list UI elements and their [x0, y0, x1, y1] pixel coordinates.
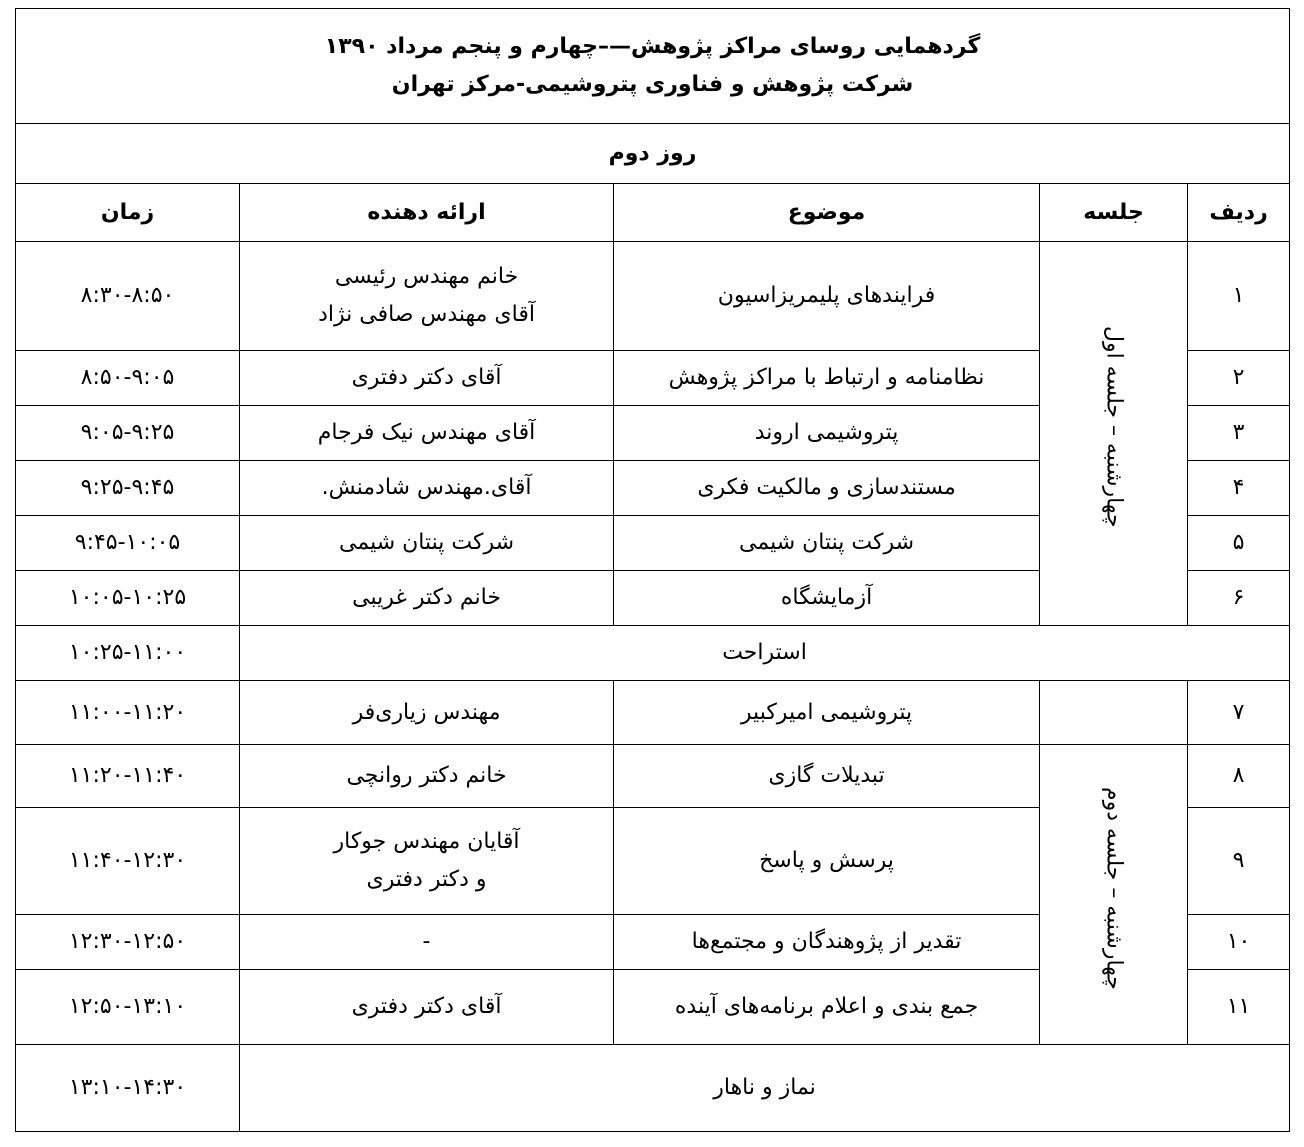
time-cell: [16, 242, 240, 351]
presenter-line: خانم مهندس رئیسی: [334, 264, 519, 289]
time-cell: [16, 461, 240, 516]
time-cell: [16, 406, 240, 461]
topic-cell: تبدیلات گازی: [614, 745, 1040, 808]
presenter-cell: خانم دکتر غریبی: [240, 571, 614, 626]
schedule-table: [15, 8, 1290, 1132]
time-cell: [16, 351, 240, 406]
row-number: ۳: [1188, 406, 1290, 461]
header-presenter: ارائه دهنده: [240, 184, 614, 242]
time-value: ۱۲:۳۰-۱۲:۵۰: [68, 929, 187, 954]
topic-cell: جمع بندی و اعلام برنامه‌های آینده: [614, 970, 1040, 1045]
title-cell: [16, 9, 1290, 124]
time-value: ۱۱:۰۰-۱۱:۲۰: [68, 699, 187, 725]
session-first-label: چهارشنبه – جلسه اول: [1101, 326, 1127, 528]
header-topic: موضوع: [614, 184, 1040, 242]
title-line-1: گردهمایی روسای مراکز پژوهش—–چهارم و پنجم مرداد ۱۳۹۰: [324, 34, 981, 59]
time-value: ۹:۰۵-۹:۲۵: [80, 420, 175, 445]
break-row: [16, 626, 1290, 681]
time-cell: [16, 915, 240, 970]
time-cell: [16, 745, 240, 808]
break-label: نماز و ناهار: [240, 1045, 1290, 1132]
time-cell: [16, 808, 240, 915]
header-session: جلسه: [1040, 184, 1188, 242]
presenter-cell: مهندس زیاری‌فر: [240, 681, 614, 745]
day-row: [16, 124, 1290, 184]
break-row: [16, 1045, 1290, 1132]
time-value: ۱۰:۰۵-۱۰:۲۵: [68, 585, 187, 610]
row-number: ۲: [1188, 351, 1290, 406]
time-cell: [16, 571, 240, 626]
topic-cell: پتروشیمی اروند: [614, 406, 1040, 461]
row-number: ۷: [1188, 681, 1290, 745]
presenter-cell: آقای دکتر دفتری: [240, 351, 614, 406]
presenter-line: آقای مهندس صافی نژاد: [318, 302, 535, 327]
title-line-2: شرکت پژوهش و فناوری پتروشیمی-مرکز تهران: [391, 72, 914, 97]
table-row: [16, 242, 1290, 351]
session-second-label: چهارشنبه – جلسه دوم: [1101, 786, 1127, 990]
row-number: ۱: [1188, 242, 1290, 351]
header-time: زمان: [16, 184, 240, 242]
row-number: ۱۰: [1188, 915, 1290, 970]
time-cell: [16, 970, 240, 1045]
presenter-cell: [240, 242, 614, 351]
day-label: روز دوم: [16, 124, 1290, 184]
presenter-cell: [240, 808, 614, 915]
time-value: ۱۳:۱۰-۱۴:۳۰: [68, 1075, 187, 1100]
time-value: ۱۱:۴۰-۱۲:۳۰: [68, 848, 187, 873]
time-value: ۸:۳۰-۸:۵۰: [80, 283, 175, 308]
time-cell: [16, 516, 240, 571]
time-value: ۱۱:۲۰-۱۱:۴۰: [68, 763, 187, 788]
title-row: [16, 9, 1290, 124]
presenter-line: آقایان مهندس جوکار: [333, 829, 520, 854]
time-cell: [16, 626, 240, 681]
topic-cell: تقدیر از پژوهندگان و مجتمع‌ها: [614, 915, 1040, 970]
time-value: ۸:۵۰-۹:۰۵: [80, 365, 175, 390]
row-number: ۱۱: [1188, 970, 1290, 1045]
session-empty-cell: [1040, 681, 1188, 745]
presenter-cell: شرکت پنتان شیمی: [240, 516, 614, 571]
table-row: [16, 681, 1290, 745]
topic-cell: فرایندهای پلیمریزاسیون: [614, 242, 1040, 351]
time-value: ۹:۲۵-۹:۴۵: [80, 475, 175, 500]
presenter-cell: -: [240, 915, 614, 970]
topic-cell: شرکت پنتان شیمی: [614, 516, 1040, 571]
header-row: [16, 184, 1290, 242]
presenter-line: و دکتر دفتری: [366, 867, 487, 892]
time-value: ۱۰:۲۵-۱۱:۰۰: [68, 640, 187, 665]
presenter-cell: خانم دکتر روانچی: [240, 745, 614, 808]
break-label: استراحت: [240, 626, 1290, 681]
presenter-cell: آقای دکتر دفتری: [240, 970, 614, 1045]
topic-cell: پتروشیمی امیرکبیر: [614, 681, 1040, 745]
presenter-cell: آقای.مهندس شادمنش.: [240, 461, 614, 516]
time-cell: [16, 1045, 240, 1132]
row-number: ۴: [1188, 461, 1290, 516]
presenter-cell: آقای مهندس نیک فرجام: [240, 406, 614, 461]
row-number: ۶: [1188, 571, 1290, 626]
topic-cell: آزمایشگاه: [614, 571, 1040, 626]
session-second-cell: [1040, 745, 1188, 1045]
row-number: ۵: [1188, 516, 1290, 571]
time-cell: [16, 681, 240, 745]
topic-cell: پرسش و پاسخ: [614, 808, 1040, 915]
topic-cell: نظامنامه و ارتباط با مراکز پژوهش: [614, 351, 1040, 406]
header-row-number: ردیف: [1188, 184, 1290, 242]
table-row: [16, 745, 1290, 808]
time-value: ۱۲:۵۰-۱۳:۱۰: [68, 994, 187, 1019]
time-value: ۹:۴۵-۱۰:۰۵: [74, 530, 181, 555]
session-first-cell: [1040, 242, 1188, 626]
row-number: ۸: [1188, 745, 1290, 808]
row-number: ۹: [1188, 808, 1290, 915]
topic-cell: مستندسازی و مالکیت فکری: [614, 461, 1040, 516]
